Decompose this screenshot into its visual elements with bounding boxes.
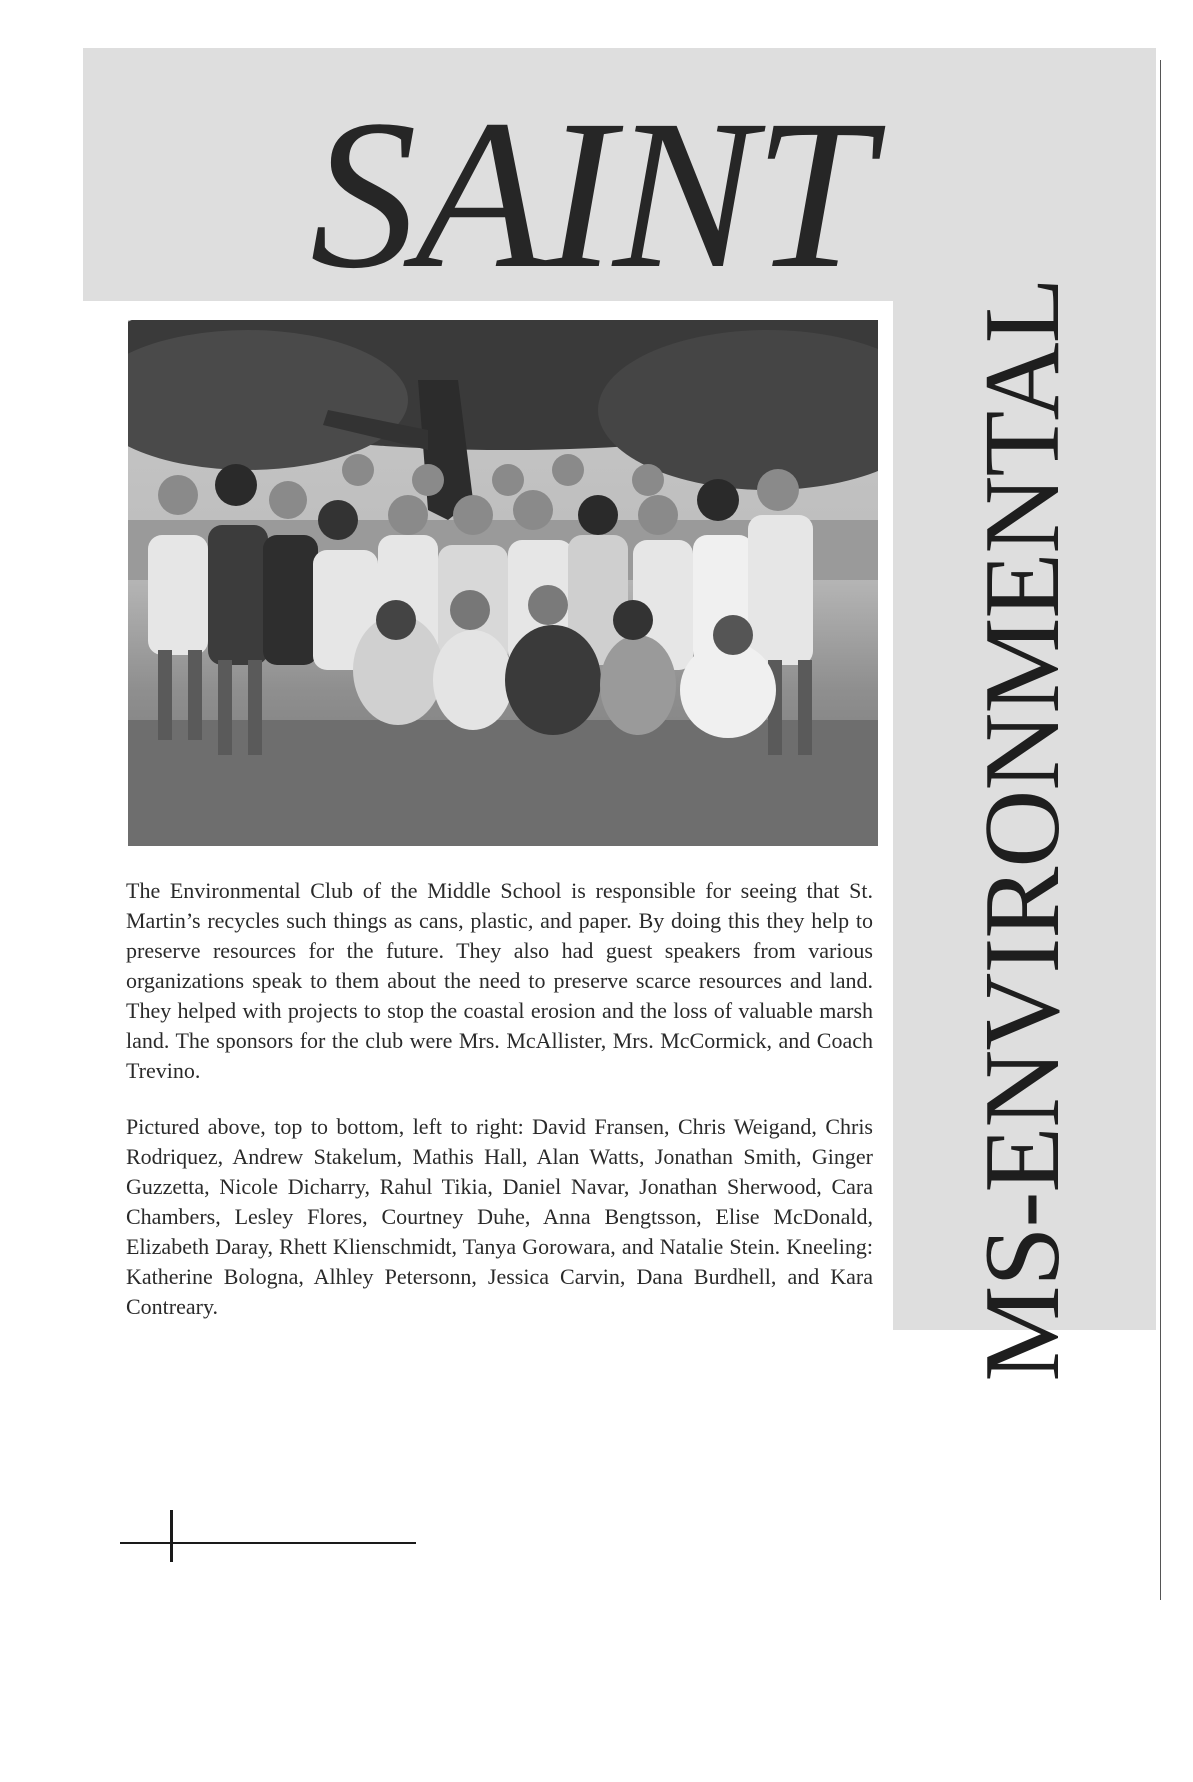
article-paragraph-2: Pictured above, top to bottom, left to right: David Fransen, Chris Weigand, Chris Rodriquez, Andrew Stakelum, Mathis Hall, Alan Watts, Jonathan Smith, Ginger Guzzetta, Nicole Dicharry, Rahul Tikia, Daniel Navar, Jonathan Sherwood, Cara Chambers, Lesley Flores, Courtney Duhe, Anna Bengtsson, Elise McDonald, Elizabeth Daray, Rhett Klienschmidt, Tanya Gorowara, and Natalie Stein. Kneeling: Katherine Bologna, Alhley Petersonn, Jessica Carvin, Dana Burdhell, and Kara Contreary. bbox=[126, 1114, 873, 1319]
page-edge-rule bbox=[1160, 60, 1161, 1600]
footer-rule bbox=[120, 1542, 416, 1544]
vertical-title: MS-ENVIRONMENTAL bbox=[963, 278, 1082, 1382]
footer-vertical-bar bbox=[170, 1510, 173, 1562]
footer bbox=[120, 1722, 440, 1782]
page-title: SAINT bbox=[310, 76, 871, 313]
group-photo bbox=[128, 320, 878, 846]
vertical-title-container bbox=[948, 278, 1098, 1382]
group-photo-illustration bbox=[128, 320, 878, 846]
article-paragraph-1: The Environmental Club of the Middle School is responsible for seeing that St. Martin’s recycles such things as cans, plastic, and paper. By doing this they help to preserve resources for the future. They also had guest speakers from various organizations speak to them about the need to preserve scarce resources and land. They helped with projects to stop the coastal erosion and the loss of valuable marsh land. The sponsors for the club were Mrs. McAllister, Mrs. McCormick, and Coach Trevino. bbox=[126, 878, 873, 1083]
